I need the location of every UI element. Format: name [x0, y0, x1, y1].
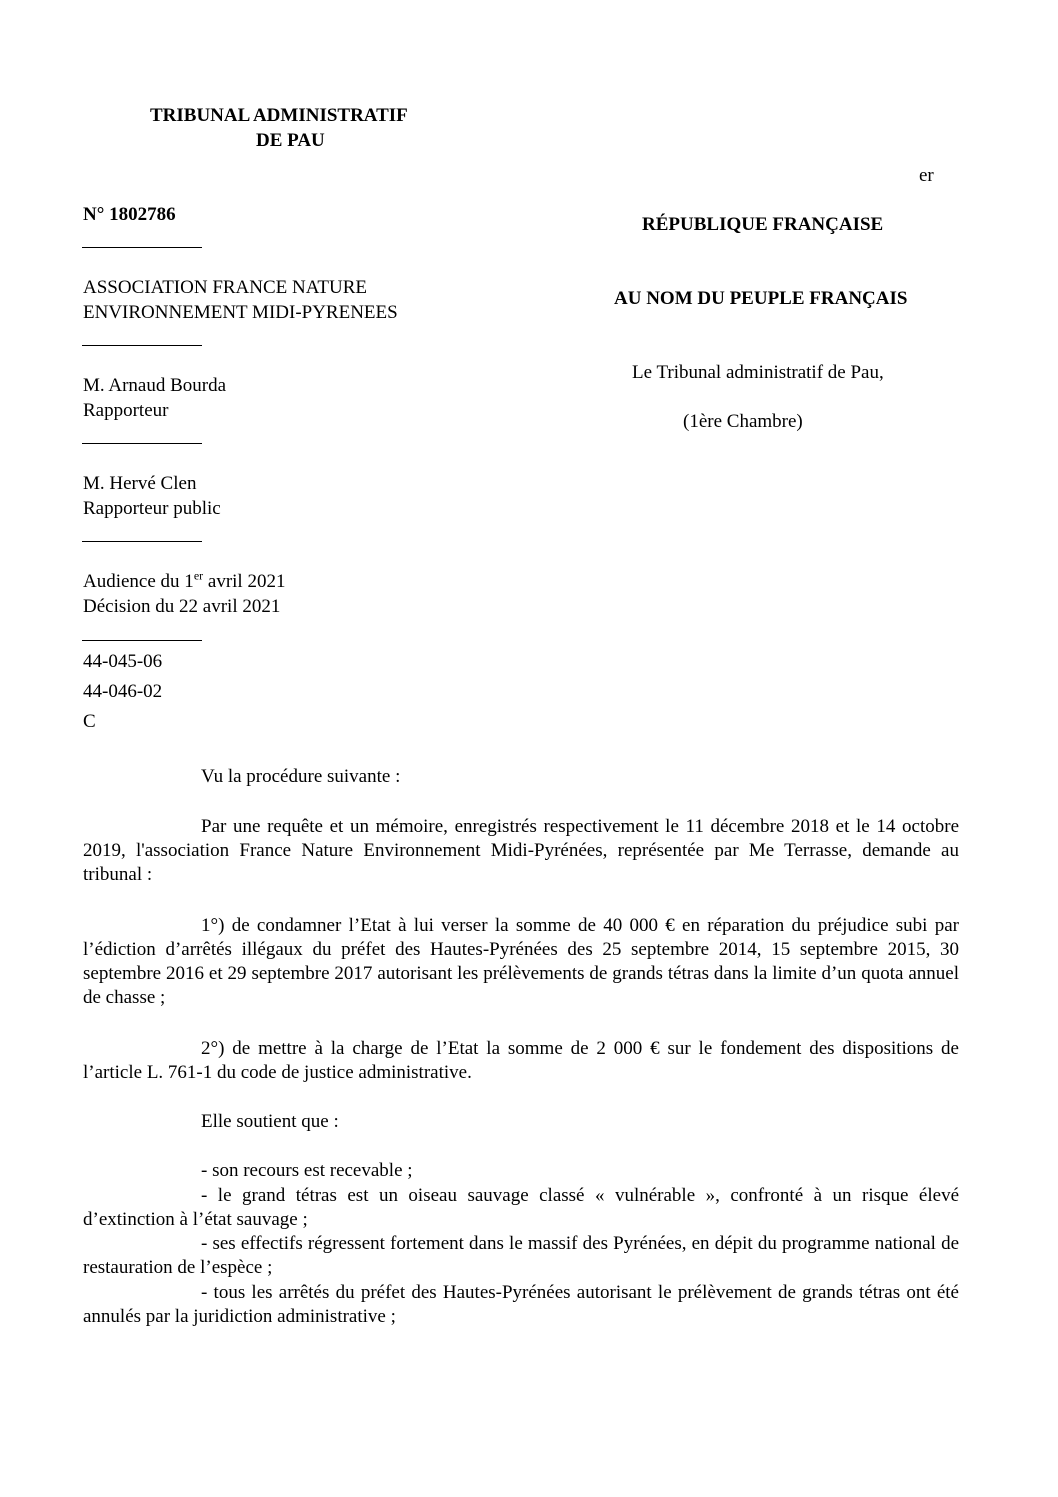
divider — [82, 640, 202, 641]
argument-item: - tous les arrêtés du préfet des Hautes-Pyrénées autorisant le prélèvement de grands tétras ont été annulés par la juridiction administrative ; — [83, 1282, 959, 1327]
paragraph-conclusion-2: 2°) de mettre à la charge de l’Etat la somme de 2 000 € sur le fondement des dispositions de l’article L. 761-1 du code de justice administrative. — [83, 1038, 959, 1083]
paragraph-conclusion-1: 1°) de condamner l’Etat à lui verser la somme de 40 000 € en réparation du préjudice subi par l’édiction d’arrêtés illégaux du préfet des Hautes-Pyrénées des 25 septembre 2014, 15 septembre 2015, 30 septembre 2016 et 29 septembre 2017 autorisant les prélèvements de grands tétras dans la limite d’un quota annuel de chasse ; — [83, 915, 959, 1008]
paragraph-requete: Par une requête et un mémoire, enregistrés respectivement le 11 décembre 2018 et le 14 octobre 2019, l'association France Nature Environnement Midi-Pyrénées, représentée par Me Terrasse, demande au tribunal : — [83, 816, 959, 885]
divider — [82, 247, 202, 248]
divider — [82, 345, 202, 346]
court-name-line1: TRIBUNAL ADMINISTRATIF — [150, 105, 408, 126]
hearing-date: Audience du 1er avril 2021 — [83, 568, 286, 592]
procedure-heading: Vu la procédure suivante : — [201, 766, 401, 787]
soutient-heading: Elle soutient que : — [201, 1111, 339, 1132]
argument-item: - le grand tétras est un oiseau sauvage classé « vulnérable », confronté à un risque élevé d’extinction à l’état sauvage ; — [83, 1185, 959, 1230]
publication-code: C — [83, 711, 96, 732]
au-nom-heading: AU NOM DU PEUPLE FRANÇAIS — [614, 288, 908, 309]
argument-item: - son recours est recevable ; — [201, 1160, 413, 1181]
classification-code: 44-045-06 — [83, 651, 163, 672]
association-line2: ENVIRONNEMENT MIDI-PYRENEES — [83, 302, 398, 323]
public-rapporteur-role: Rapporteur public — [83, 498, 221, 519]
rapporteur-role: Rapporteur — [83, 400, 169, 421]
chamber-line: (1ère Chambre) — [683, 411, 803, 432]
rapporteur-name: M. Arnaud Bourda — [83, 375, 227, 396]
tribunal-line: Le Tribunal administratif de Pau, — [632, 362, 884, 383]
court-name-line2: DE PAU — [256, 130, 325, 151]
decision-date: Décision du 22 avril 2021 — [83, 596, 281, 617]
association-line1: ASSOCIATION FRANCE NATURE — [83, 277, 367, 298]
divider — [82, 541, 202, 542]
stray-superscript-text: er — [919, 165, 934, 186]
divider — [82, 443, 202, 444]
classification-code: 44-046-02 — [83, 681, 163, 702]
republic-heading: RÉPUBLIQUE FRANÇAISE — [642, 214, 884, 235]
public-rapporteur-name: M. Hervé Clen — [83, 473, 197, 494]
argument-item: - ses effectifs régressent fortement dans le massif des Pyrénées, en dépit du programme national de restauration de l’espèce ; — [83, 1233, 959, 1278]
case-number: N° 1802786 — [83, 204, 176, 225]
